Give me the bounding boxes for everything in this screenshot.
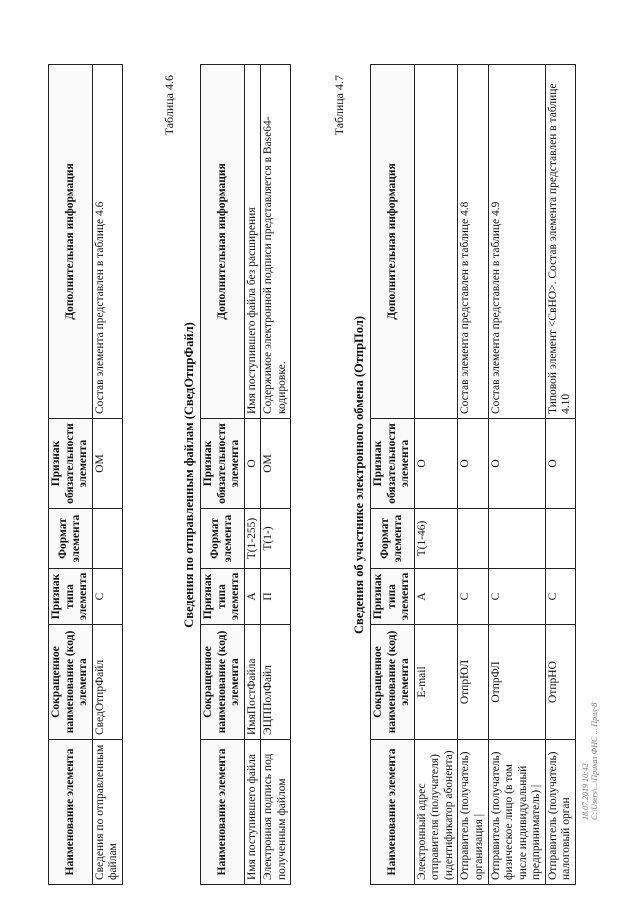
header-cell: Признак типа элемента xyxy=(201,569,245,625)
table-cell: ИмяПостФайла xyxy=(244,625,261,740)
table-cell: СведОтпрФайл xyxy=(92,625,122,740)
table-cell: О xyxy=(414,419,458,509)
header-cell: Наименование элемента xyxy=(371,740,415,885)
table-cell: Электронная подпись под полученным файлом xyxy=(261,740,291,885)
file-stamp xyxy=(582,703,600,820)
header-cell: Формат элемента xyxy=(49,509,93,569)
table-cell: Имя поступившего файла xyxy=(244,740,261,885)
table-row xyxy=(545,65,575,885)
table-cell: А xyxy=(244,569,261,625)
top-table-block xyxy=(48,65,123,885)
table-cell: ОМ xyxy=(261,419,291,509)
header-cell: Формат элемента xyxy=(201,509,245,569)
header-cell: Наименование элемента xyxy=(49,740,93,885)
rotated-content xyxy=(20,25,620,885)
header-cell: Дополнительная информация xyxy=(49,65,93,419)
table-cell: T(1-46) xyxy=(414,509,458,569)
table-cell: Отправитель (получатель) налоговый орган xyxy=(545,740,575,885)
table-cell xyxy=(545,509,575,569)
header-cell: Сокращенное наименование (код) элемента xyxy=(371,625,415,740)
table-row xyxy=(488,65,545,885)
table-cell: E-mail xyxy=(414,625,458,740)
table-row xyxy=(414,65,458,885)
table-cell: С xyxy=(458,569,488,625)
table-cell: О xyxy=(545,419,575,509)
table-header-row xyxy=(49,65,93,885)
table-cell: С xyxy=(92,569,122,625)
table-cell: Типовой элемент <СвНО>. Состав элемента представлен в таблице 4.10 xyxy=(545,65,575,419)
header-cell: Дополнительная информация xyxy=(201,65,245,419)
table-cell: Электронный адрес отправителя (получателя) (идентификатор абонента) xyxy=(414,740,458,885)
header-cell: Признак обязательности элемента xyxy=(49,419,93,509)
table-cell: С xyxy=(488,569,545,625)
table-row xyxy=(244,65,261,885)
header-cell: Формат элемента xyxy=(371,509,415,569)
table-row xyxy=(458,65,488,885)
table-cell: О xyxy=(488,419,545,509)
table-cell: Отправитель (получатель) физическое лицо (в том числе индивидуальный предприниматель) | xyxy=(488,740,545,885)
header-cell: Дополнительная информация xyxy=(371,65,415,419)
top-table xyxy=(48,64,123,885)
table-cell: T(1-255) xyxy=(244,509,261,569)
table-header-row xyxy=(201,65,245,885)
table-cell: О xyxy=(458,419,488,509)
header-cell: Признак обязательности элемента xyxy=(201,419,245,509)
table-4-7 xyxy=(370,64,576,885)
header-cell: Признак обязательности элемента xyxy=(371,419,415,509)
header-cell: Признак типа элемента xyxy=(371,569,415,625)
header-cell: Наименование элемента xyxy=(201,740,245,885)
stamp-date: 18.07.2019 10:42 xyxy=(581,763,590,820)
table-cell xyxy=(488,509,545,569)
table-cell: Отправитель (получатель) организация | xyxy=(458,740,488,885)
header-cell: Сокращенное наименование (код) элемента xyxy=(201,625,245,740)
table-cell: А xyxy=(414,569,458,625)
table-cell: Состав элемента представлен в таблице 4.9 xyxy=(488,65,545,419)
stamp-path: С:\Users\...\Приказ ФНС ... Прил-8 xyxy=(589,702,599,820)
table-cell: ОтпрНО xyxy=(545,625,575,740)
table-cell xyxy=(458,509,488,569)
table-header-row xyxy=(371,65,415,885)
header-cell: Признак типа элемента xyxy=(49,569,93,625)
table-cell: Имя поступившего файла без расширения xyxy=(244,65,261,419)
table-cell: С xyxy=(545,569,575,625)
table-cell: ОтпрФЛ xyxy=(488,625,545,740)
table-4-7-block xyxy=(330,65,576,885)
table-cell: T(1-) xyxy=(261,509,291,569)
header-cell: Сокращенное наименование (код) элемента xyxy=(49,625,93,740)
table-title: Сведения по отправленным файлам (СведОтпрФайл) xyxy=(182,322,196,628)
table-cell: О xyxy=(244,419,261,509)
table-cell: Состав элемента представлен в таблице 4.8 xyxy=(458,65,488,419)
table-number: Таблица 4.7 xyxy=(332,75,346,136)
table-4-6 xyxy=(200,64,291,885)
table-number: Таблица 4.6 xyxy=(162,75,176,136)
table-row xyxy=(261,65,291,885)
table-cell xyxy=(414,65,458,419)
table-cell: ЭЦППолФайл xyxy=(261,625,291,740)
table-cell: ОтпрЮЛ xyxy=(458,625,488,740)
table-title: Сведения об участнике электронного обмена (ОтпрПол) xyxy=(352,315,366,635)
table-4-6-block xyxy=(160,65,291,885)
table-row xyxy=(92,65,122,885)
table-cell: Содержимое электронной подписи представляется в Base64-кодировке. xyxy=(261,65,291,419)
table-cell: Сведения по отправленным файлам xyxy=(92,740,122,885)
table-cell xyxy=(92,509,122,569)
table-cell: Состав элемента представлен в таблице 4.6 xyxy=(92,65,122,419)
table-cell: ОМ xyxy=(92,419,122,509)
table-cell: П xyxy=(261,569,291,625)
